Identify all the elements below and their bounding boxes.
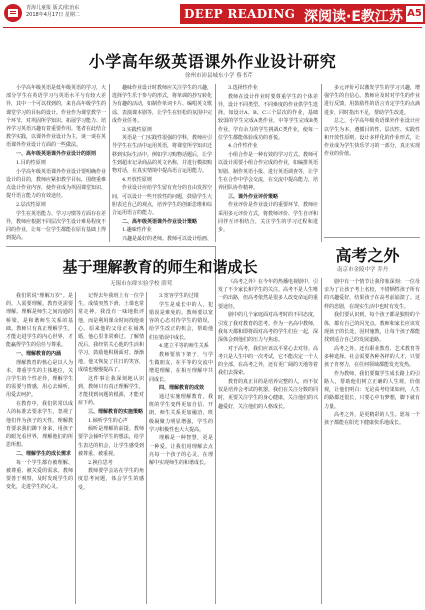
paragraph: 教师在设计作业时要尊重学生的个体差异，设计不同类型、不同难度的作业供学生选择。如设计A、B、C三个层次的作业，基础较弱的学生完成A类作业，中等学生完成B类作业，学有余力的学生挑战C类作业，使每一位学生都能体验成功的喜悦。 [218, 93, 318, 141]
issue-date: 2018年4月17日 星期二 [26, 12, 80, 18]
paragraph: 倾听是理解的前提。教师要学会倾听学生的想法，给学生表达的机会，让学生感受到被尊重、被重视。 [78, 426, 144, 457]
article2-headline: 高考之外 [335, 246, 400, 265]
section-heading: 二、理解学生的成长需求 [16, 450, 72, 457]
paper-name: 青海儿童报 版式/张治东 [26, 5, 80, 11]
section-divider [324, 237, 420, 238]
article2-byline: 南京市金陵中学 乔丹 [337, 267, 389, 273]
article1-column-2 [112, 84, 212, 242]
column-divider [146, 292, 147, 604]
paragraph: 4.开放性原则 [122, 176, 152, 183]
paragraph: 总之，小学高年级英语课外作业设计应以学生为本，遵循目的性、层次性、实践性和开放性原则，设计多样化的作业形式，让作业成为学生快乐学习的一部分，真正实现作业的价值。 [324, 118, 420, 158]
paragraph: 作业设计应给学生留有充分的自由发挥空间，可以设计一些开放性的问题，鼓励学生大胆表达自己的观点，培养学生的创新思维和综合运用语言的能力。 [112, 185, 212, 217]
article3-column-1 [6, 292, 73, 604]
paragraph: 剧中的几个家庭面对高考时的不同态度，引发了我对教育的思考。作为一名高中教师，我每天都和即将面对高考的学生们在一起，深深体会到他们的压力与焦虑。 [218, 312, 318, 343]
paragraph: 理解教育的核心是以人为本，尊重学生的主体地位，关注学生的个性差异，理解学生的需要与情感，用心去倾听，用爱去呵护。 [6, 359, 73, 399]
article3-column-3 [149, 292, 213, 604]
column-divider [321, 84, 322, 242]
article1-column-4 [324, 84, 420, 234]
paragraph: 对于高考，我们应该以平常心去对待。高考只是人生中的一次考试，它不能决定一个人的全部。在高考之外，还有更广阔的天地等着我们去探索。 [218, 345, 318, 377]
paragraph: 学生在英语能力、学习习惯等方面存在差异，教师应根据不同层次学生设计难易程度不同的作业，让每一位学生都能在原有基础上得到提高。 [6, 210, 106, 242]
section-banner [180, 4, 425, 24]
paragraph: 3.选择性作业 [228, 85, 258, 91]
paragraph: 《高考之外》在今年的热播电视剧中，引发了不少家长和学生的关注。高考不是人生唯一的出路，但高考依然是很多人改变命运的重要途径。 [218, 279, 318, 310]
article3-headline: 基于理解教育的师生和谐成长 [62, 258, 258, 276]
paragraph: 学生是成长中的人，犯错误是难免的。教师要以宽容的心态对待学生的错误，给学生改正的机会，帮助他们在错误中成长。 [149, 301, 213, 341]
column-divider [215, 84, 216, 242]
section-heading: 二、高年级英语课外作业设计策略 [122, 218, 198, 225]
paragraph: 教师要放下架子，与学生做朋友，在平等的交流中增进理解，在相互理解中共同成长。 [149, 351, 213, 383]
paragraph: 高考之外，是更精彩的人生。愿每一个孩子都能在阳光下健康快乐地成长。 [324, 412, 420, 427]
paragraph: 我们常说"理解万岁"。是的，人需要理解。教育更需要理解。理解是师生之间沟通的桥梁，是和谐师生关系的基础。教师只有真正理解学生，才能走进学生的内心世界，才能赢得学生的信任与尊重。 [6, 293, 73, 349]
masthead-info [26, 5, 80, 19]
paragraph: 1.目的性原则 [16, 159, 46, 166]
section-heading: 三、理解教育的实施策略 [88, 408, 144, 415]
paragraph: 1.倾听学生的心声 [88, 417, 128, 424]
paragraph: 这件事让我深刻地认识到，教师只有真正理解学生，才能找到问题的根源，才能对症下药。 [78, 375, 144, 407]
section-title-cn: 深阅读·E教江苏 [304, 9, 403, 25]
article1-column-3 [218, 84, 318, 242]
paragraph: 作为教师，我们要做学生成长路上的引路人，帮助他们树立正确的人生观、价值观，让他们明白：无论高考结果如何，人生的路都还很长，只要心中有梦想，脚下就有力量。 [324, 370, 420, 410]
article1-headline: 小学高年级英语课外作业设计研究 [88, 52, 337, 71]
article1-byline: 徐州市沛县城东小学 蔡书芹 [185, 73, 253, 79]
paragraph: 兴趣是最好的老师。教师可以设计绘画、 [122, 236, 212, 242]
section-heading: 一、高年级英语课外作业设计的原则 [16, 151, 97, 158]
article1-column-1 [6, 84, 106, 242]
section-heading: 一、理解教育的内涵 [16, 350, 62, 357]
paragraph: 英语是一门实践性很强的学科，教师应引导学生在生活中运用英语，将课堂所学知识迁移到实际生活中。例如学习购物话题后，让学生到超市记录商品的英文名称，并进行模拟购物对话，在真实情境中提高语言运用能力。 [112, 135, 212, 175]
column-divider [321, 278, 322, 604]
masthead-rule [3, 27, 422, 28]
paragraph: 小组合作是一种有效的学习方式。教师可以设计需要小组合作完成的作业，如编排英语短剧、制作英语小报、进行英语调查等，让学生在合作中学会交流，在交流中提高能力，培养团队协作精神。 [218, 152, 318, 191]
paragraph: 高考之外，还有职业教育、艺术教育等多种选择。社会需要各种各样的人才，只要孩子肯努力，在任何领域都能发光发热。 [324, 345, 420, 369]
paragraph: 多元评价可以激发学生的学习兴趣，增强学生的自信心。教师应及时对学生的作业进行反馈，用鼓励性的语言肯定学生的点滴进步，同时指出不足，帮助学生改进。 [324, 85, 420, 116]
paragraph: 4.建立平等的师生关系 [159, 343, 209, 350]
paragraph: 教育的真正目的是培养完整的人，而不仅仅是培养会考试的机器。我们在关注分数的同时，更要关注学生的身心健康，关注他们的兴趣爱好，关注他们的人格成长。 [218, 378, 318, 410]
paragraph: 趣味作业设计时教师应关注学生的兴趣，选择学生乐于参与的形式，将单调的抄写转化为有趣的活动，如制作单词卡片、编唱英文歌谣、表演课本剧等，让学生在轻松的氛围中完成作业任务。 [112, 85, 212, 124]
paragraph: 3.宽容学生的过错 [159, 293, 199, 299]
column-divider [75, 292, 76, 604]
newspaper-logo-icon [3, 3, 23, 23]
article2-column-1 [218, 278, 318, 604]
paragraph: 小学高年级英语课外作业设计要明确作业设计的目的，教师应紧扣教学目标，围绕重难点设计作业内容，使作业成为巩固课堂知识、提升语言能力的有效途径。 [6, 168, 106, 200]
article3-byline: 无锡市东绛实验学校 薛莺 [110, 281, 173, 287]
paragraph: 小学高年级英语是低年级英语的学习，大部分学生在英语学习与英语水平与有较大差异，其中一个可以找到的，来自高年级学生的课堂学习的目标的设计。作业作为课堂教学一个环节，对巩固所学知识、拓展学习能力、培养学习英语兴趣有着重要作用。笔者在此结合教学实践，以课外作业设计为主，谈一谈在英语课外作业设计方面的一些做法。 [6, 85, 106, 149]
paragraph: 作业评价是作业设计的重要环节，教师应采用多元评价方式，将教师评价、学生自评和同伴互评相结合，关注学生的学习过程和进步。 [218, 202, 318, 233]
section-divider [6, 246, 215, 247]
paragraph: 4.合作性作业 [228, 143, 258, 150]
paragraph: 1.趣味性作业 [122, 227, 152, 234]
article2-column-2 [324, 278, 420, 604]
paragraph: 2.换位思考 [88, 459, 113, 466]
page-number: A5 [406, 6, 423, 22]
paragraph: 每一个学生都有被理解、被尊重、被关爱的需求。教师要善于观察，及时发现学生的变化，走进学生的心灵。 [6, 459, 73, 491]
paragraph: 2.层次性原则 [16, 201, 46, 208]
paragraph: 3.实践性原则 [122, 126, 152, 133]
paragraph: 理解是一种智慧，更是一种爱。让我们用理解去点亮每一个孩子的心灵，在理解中实现师生的和谐成长。 [149, 435, 213, 467]
paragraph: 记得去年我班上有一位学生，成绩突然下滑，上课也常常走神。我没有一味地批评他，而是利用课余时间找他谈心。原来他的父母正在闹离婚，他心里非常难过。了解情况后，我经常关心他的生活和学习，鼓励他积极面对。渐渐地，他又恢复了往日的笑容，成绩也慢慢提高了。 [78, 293, 144, 373]
masthead [0, 0, 425, 28]
section-heading: 四、理解教育的成效 [159, 385, 205, 392]
section-heading: 三、课外作业评价策略 [228, 193, 279, 200]
column-divider [109, 84, 110, 242]
paragraph: 我们要认识到，每个孩子都是独特的个体，都有自己的闪光点。教师和家长应该发现孩子的长处，因材施教，让每个孩子都能找到适合自己的发展道路。 [324, 312, 420, 343]
paragraph: 通过实施理解教育，我班的学生变得更加自信、开朗，师生关系更加融洽，班级凝聚力明显增强，学生的学习积极性也大大提高。 [149, 393, 213, 433]
column-divider [215, 246, 216, 604]
article3-column-2 [78, 292, 144, 604]
paragraph: 在教育中，我们常常以成人的标准去要求学生，忽视了他们作为孩子的天性。理解教育要求我们蹲下身来，用孩子的眼光看世界，理解他们的所思所想。 [6, 401, 73, 449]
paragraph: 剧中有一个情节让我印象深刻：一位母亲为了让孩子考上名校，不惜牺牲孩子所有的兴趣爱好，结果孩子在高考前崩溃了。这样的悲剧，在现实生活中也时有发生。 [324, 279, 420, 310]
section-title-en: DEEP READING [184, 7, 296, 21]
paragraph: 教师要学会站在学生的角度思考问题，体会学生的感受。 [78, 468, 144, 491]
